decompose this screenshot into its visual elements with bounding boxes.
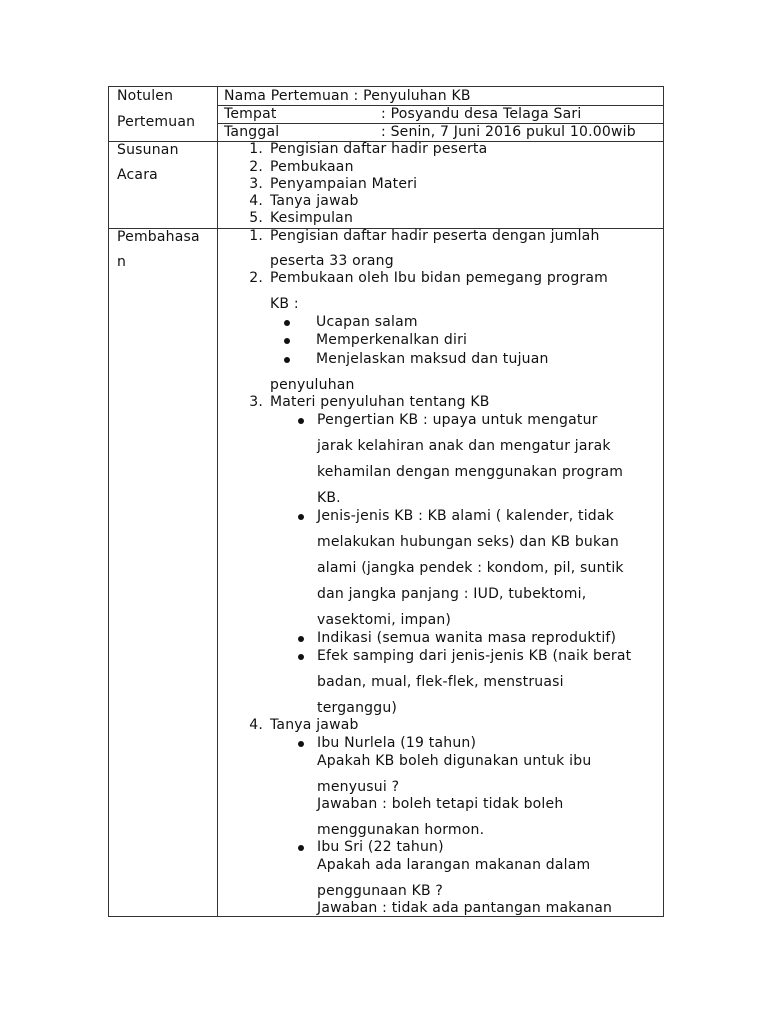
list-item: terganggu)	[317, 700, 398, 716]
list-item: KB :	[270, 296, 299, 312]
bullet-icon	[284, 338, 290, 344]
list-item: Pembukaan	[270, 159, 354, 175]
discussion-label: Pembahasa	[117, 229, 200, 245]
list-item: Materi penyuluhan tentang KB	[270, 394, 490, 410]
list-item: Pengertian KB : upaya untuk mengatur	[317, 412, 598, 428]
list-item: Indikasi (semua wanita masa reproduktif)	[317, 630, 617, 646]
list-item: kehamilan dengan menggunakan program	[317, 464, 624, 480]
bullet-icon	[284, 357, 290, 363]
place-label: Tempat	[224, 106, 277, 122]
list-item: Ibu Sri (22 tahun)	[317, 839, 444, 855]
list-item: Menjelaskan maksud dan tujuan	[316, 351, 549, 367]
item-number: 1.	[249, 228, 263, 244]
bullet-icon	[298, 514, 304, 520]
notulen-label: Notulen	[117, 88, 174, 104]
list-item: melakukan hubungan seks) dan KB bukan	[317, 534, 619, 550]
column-divider	[217, 87, 218, 916]
list-item: menyusui ?	[317, 779, 400, 795]
meeting-name: Nama Pertemuan : Penyuluhan KB	[224, 88, 471, 104]
list-item: Pembukaan oleh Ibu bidan pemegang program	[270, 270, 608, 286]
list-item: KB.	[317, 490, 341, 506]
list-item: Ibu Nurlela (19 tahun)	[317, 735, 477, 751]
list-item: Pengisian daftar hadir peserta dengan jumlah	[270, 228, 600, 244]
list-item: Penyampaian Materi	[270, 176, 418, 192]
item-number: 2.	[249, 270, 263, 286]
list-item: Jenis-jenis KB : KB alami ( kalender, tidak	[317, 508, 614, 524]
item-number: 3.	[249, 394, 263, 410]
list-item: badan, mual, flek-flek, menstruasi	[317, 674, 564, 690]
list-item: Pengisian daftar hadir peserta	[270, 141, 488, 157]
list-item: dan jangka panjang : IUD, tubektomi,	[317, 586, 587, 602]
notulen-label: Pertemuan	[117, 114, 196, 130]
item-number: 4.	[249, 717, 263, 733]
list-item: Kesimpulan	[270, 210, 354, 226]
minutes-table: Notulen Pertemuan Nama Pertemuan : Penyuluhan KB Tempat : Posyandu desa Telaga Sari Tanggal : Senin, 7 Juni 2016 pukul 10.00wib Susunan Acara 1. Pengisian daftar hadir peserta 2. Pembukaan 3. Penyampaian Materi 4. Tanya jawab 5. Kesimpulan Pembahasa n 1. Pengisian daftar hadir peserta dengan jumlah peserta 33 orang 2. Pembukaan oleh Ibu bidan pemegang program KB : Ucapan salam Memperkenalkan diri Menjelaskan maksud dan tujuan penyuluhan 3. Materi penyuluhan tentang KB Pengertian KB : upaya untuk mengatur jarak kelahiran anak dan mengatur jarak kehamilan dengan menggunakan program KB. Jenis-jenis KB : KB alami ( kalender, tidak melakukan hubungan seks) dan KB bukan alami (jangka pendek : kondom, pil, suntik dan jangka panjang : IUD, tubektomi, vasektomi, impan) Indikasi (semua wanita masa reproduktif) Efek samping dari jenis-jenis KB (naik berat badan, mual, flek-flek, menstruasi terganggu) 4. Tanya jawab Ibu Nurlela (19 tahun) Apakah KB boleh digunakan untuk ibu menyusui ? Jawaban : boleh tetapi tidak boleh menggunakan hormon. Ibu Sri (22 tahun) Apakah ada larangan makanan dalam penggunaan KB ? Jawaban : tidak ada pantangan makanan	[108, 86, 664, 917]
list-item: Apakah ada larangan makanan dalam	[317, 857, 591, 873]
list-item: Efek samping dari jenis-jenis KB (naik berat	[317, 648, 632, 664]
list-item: Tanya jawab	[270, 717, 359, 733]
date-value: : Senin, 7 Juni 2016 pukul 10.00wib	[381, 124, 636, 140]
list-item: Memperkenalkan diri	[316, 332, 468, 348]
bullet-icon	[298, 418, 304, 424]
place-value: : Posyandu desa Telaga Sari	[381, 106, 582, 122]
list-item: Tanya jawab	[270, 193, 359, 209]
agenda-label: Acara	[117, 167, 158, 183]
list-item: menggunakan hormon.	[317, 822, 485, 838]
bullet-icon	[298, 654, 304, 660]
agenda-label: Susunan	[117, 142, 179, 158]
list-item: alami (jangka pendek : kondom, pil, suntik	[317, 560, 624, 576]
list-item: Jawaban : boleh tetapi tidak boleh	[317, 796, 564, 812]
list-item: jarak kelahiran anak dan mengatur jarak	[317, 438, 611, 454]
list-item: Ucapan salam	[316, 314, 418, 330]
bullet-icon	[298, 636, 304, 642]
list-item: penggunaan KB ?	[317, 883, 444, 899]
list-item: Jawaban : tidak ada pantangan makanan	[317, 900, 613, 916]
bullet-icon	[284, 320, 290, 326]
bullet-icon	[298, 845, 304, 851]
list-item: vasektomi, impan)	[317, 612, 452, 628]
date-label: Tanggal	[224, 124, 280, 140]
list-item: penyuluhan	[270, 377, 355, 393]
bullet-icon	[298, 741, 304, 747]
list-item: Apakah KB boleh digunakan untuk ibu	[317, 753, 592, 769]
list-item: peserta 33 orang	[270, 253, 394, 269]
discussion-label: n	[117, 254, 127, 270]
